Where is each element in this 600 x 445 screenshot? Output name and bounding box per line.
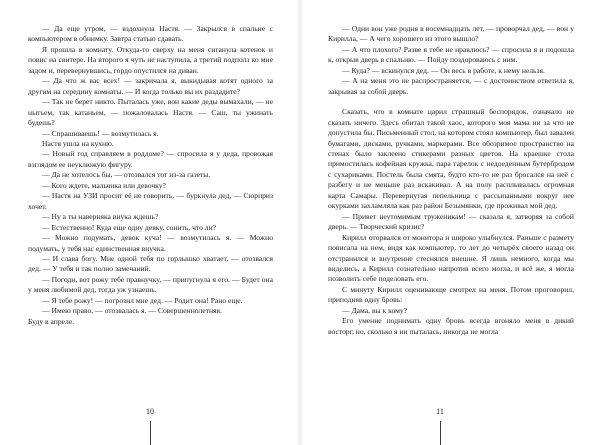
paragraph: Сказать, что в комнате царил страшный беспорядок, означало не сказать ничего. Здесь обитал такой хаос, которого моя мама ни за что не допустила бы. Письменный стол, на котором стоял компьютер, был завален бумагами, дисками, ручками, маркерами. Все обозримое пространство на стенах было заклеено стикерами разных цветов. На краешке стола примостилась кофейная кружка, пара тарелок с недоеденным бутербродом с сухариками. Постель была смята, будто кто-то не раз бросался на неё с разбегу и не меньше раз вскакивал. А на полу расплывалась огромная карта Самары. Перевернутая пепельница с рассыпанными вокруг нее окурками захламляла как раз район Безымянки, где проживал мой дед. <box>328 107 574 211</box>
paragraph: — Спрашиваешь! — возмутилась я. <box>42 128 159 138</box>
paragraph: — А на меня это не распространяется, — с достоинством ответила я, закрывая за собой дверь. <box>328 76 574 96</box>
paragraph: Настя ушла на кухню. <box>42 138 114 148</box>
paragraph: — Можно подумать, девок куча! — возмутилась я. — Можно подумать, у тебя нас единственная внучка. <box>28 233 273 253</box>
right-page-text <box>328 24 574 337</box>
paragraph: С минуту Кирилл оценивающе смотрел на меня. Потом проговорил, приподняв одну бровь: <box>328 284 574 305</box>
paragraph: — Куда? — вскинулся дед. — Он весь в работе, к нему нельзя. <box>342 65 545 75</box>
paragraph: — Кого ждете, мальчика или девочку? <box>42 180 166 190</box>
page-number-right: 11 <box>436 407 444 416</box>
paragraph: — И слава богу. Мне одной тебя по горлышко хватает, — отозвался дед. — У тебя и так полно замечаний. <box>28 253 273 274</box>
paragraph: — Так не берет никто. Пыталась уже, вон какие деды вымахали, — не нытьем, так катаньем, — пожаловалась Настя. — Саш, ты ужинать будешь? <box>28 97 273 128</box>
paragraph: — Имею право, — отозвалась я. — Совершеннолетняя. <box>42 306 222 316</box>
paragraph: — Одни вон уже родня в восемнадцать лет, — проворчал дед, — вон у Кирилла, — А чего хорошего из этого вышло? <box>328 24 574 44</box>
paragraph: Буду в апреле. <box>28 316 75 326</box>
paragraph: — Да что ж вас всех! — закричала я, выкидывая котят одного за другим на середину комнаты. — И когда только вы их раздадите? <box>28 76 273 96</box>
paragraph: — Естественно! Куда еще одну девку, сонить, что ли? <box>42 222 217 232</box>
page-number-tick-left <box>150 421 151 445</box>
paragraph: — Да не хотелось бы, — отозвался тот из-за газеты. <box>42 170 211 180</box>
paragraph: Я прошла в комнату. Откуда-то сверху на меня сиганула котенок и повис на свитере. На второго я чуть не наступила, а третий подполз ко мне задом и, перевернувшись, гордо опустился на диван. <box>28 44 273 75</box>
paragraph: — Настя на УЗИ просит её не говорить, — буркнула дед, — Сюрприз хочет. <box>28 191 273 211</box>
paragraph: — Погоди, вот рожу тебе правнучку, — припугнула я его. — Будет она у меня любимой дед, тогда уж узнаешь. <box>28 274 273 295</box>
page-number-left: 10 <box>146 407 154 416</box>
right-page <box>300 0 600 445</box>
paragraph: — Ну а ты наверняка внука ждешь? <box>42 212 159 222</box>
paragraph: Кирилл оторвался от монитора и широко улыбнулся. Раньше с размету повисала на нем, видя как компьютер, то лет до четырёх своего назад он отстранился и внутренне стеснялся внешне. Я лишь немного, когда мы виделись, а Кирилл сознательно напротив всего могла, и всё же, я могла позволить себе поделовать его. <box>328 232 574 284</box>
paragraph: — Я тебе рожу! — погрозил мне дед. — Родит она! Рано еще. <box>42 295 243 305</box>
paragraph: — Новый год справляем в роддоме? — спросила я у деда, провожая взглядом ее неуклюжую фигуру. <box>28 149 273 169</box>
paragraph: — Да еще утром, — вздохнула Настя. — Закрылся в спальне с компьютером в обнимку. Завтра статью сдавать. <box>28 24 273 44</box>
paragraph: — Дама, вы к кому? <box>342 305 408 315</box>
left-page-text <box>28 24 273 327</box>
paragraph: — А что плохого? Разве я тебе не нравлюсь? — спросила я и подошла к, открыв дверь в спальню. — Пойду поздороваюсь с ним. <box>328 44 574 65</box>
paragraph: — Привет неутомимым труженикам! — сказала я, затворяя за собой дверь. — Творческий кризис? <box>328 211 574 232</box>
page-number-tick-right <box>440 421 441 445</box>
paragraph: Его умение поднимать одну бровь всегда вгоняло меня в дикий восторг, но, сколько я ни пыталась, никогда не могла <box>328 316 574 336</box>
